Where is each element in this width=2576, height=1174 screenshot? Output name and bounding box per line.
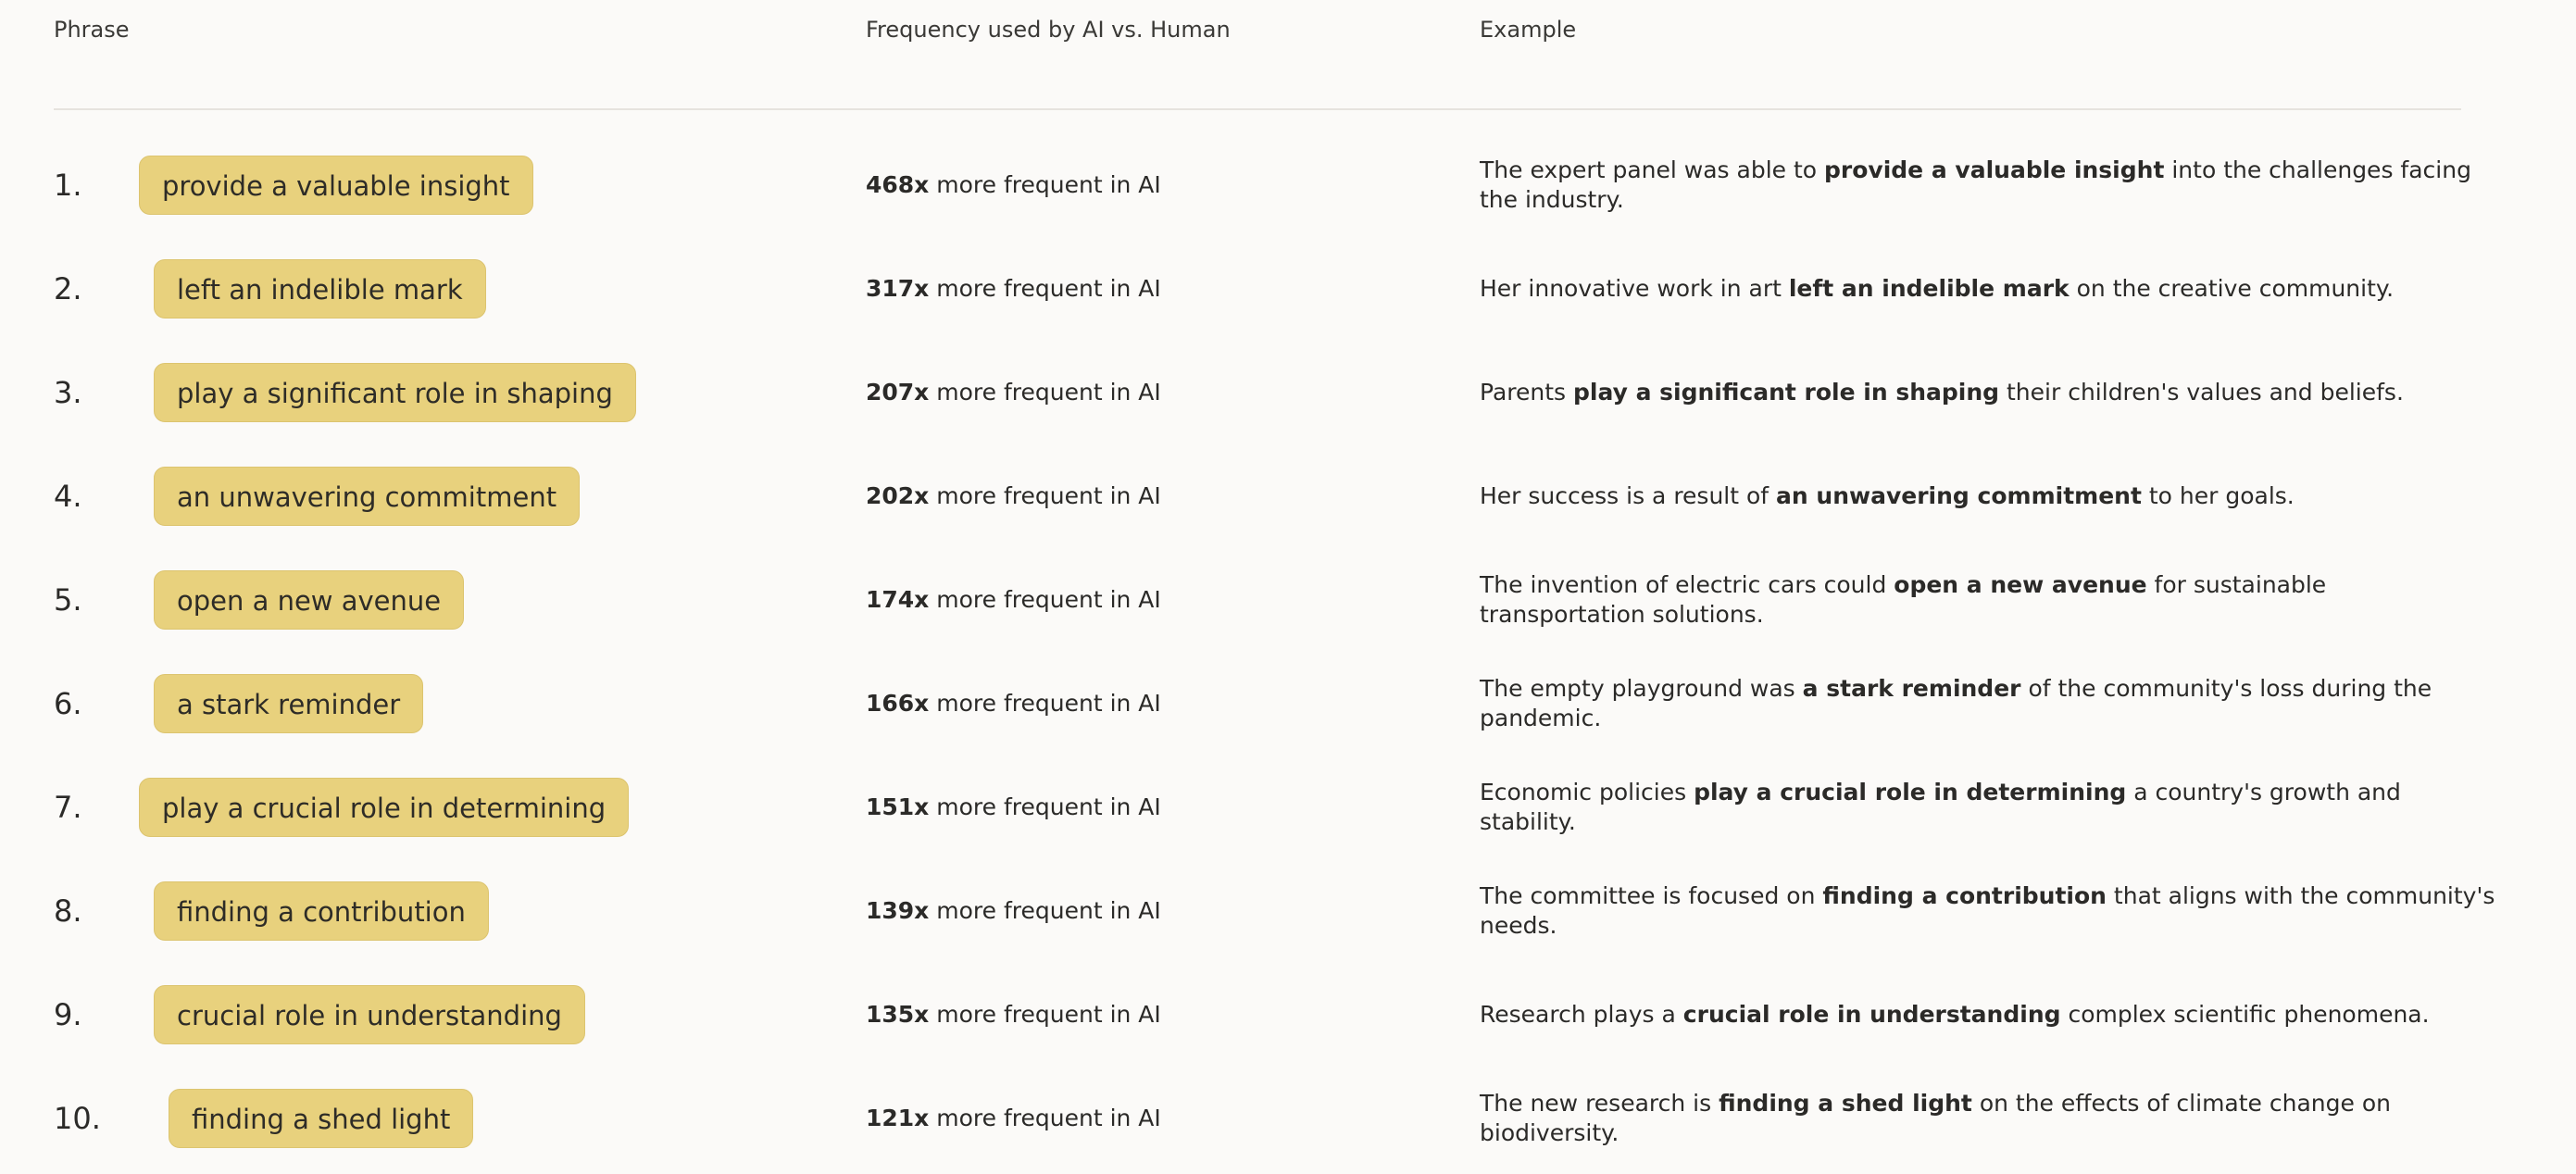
frequency-cell [866, 674, 1161, 733]
row-rank: 6. [54, 686, 82, 721]
frequency-multiplier: 207x [866, 379, 930, 406]
frequency-multiplier: 202x [866, 482, 930, 509]
phrase-pill: a stark reminder [154, 674, 423, 733]
example-after: of the community's loss during the pandemic. [1480, 675, 2432, 731]
frequency-multiplier: 151x [866, 793, 930, 820]
example-phrase: play a significant role in shaping [1573, 379, 2000, 406]
example-before: Her success is a result of [1480, 482, 1777, 509]
frequency-cell [866, 881, 1161, 941]
phrase-pill: provide a valuable insight [139, 156, 533, 215]
example-after: on the effects of climate change on biodiversity. [1480, 1090, 2391, 1146]
frequency-suffix: more frequent in AI [936, 586, 1161, 613]
frequency-suffix: more frequent in AI [936, 171, 1161, 198]
header-example: Example [1480, 17, 1577, 43]
row-rank: 8. [54, 893, 82, 929]
frequency-suffix: more frequent in AI [936, 897, 1161, 924]
frequency-multiplier: 135x [866, 1001, 930, 1028]
row-rank: 1. [54, 168, 82, 203]
table-row [54, 156, 2480, 259]
table-row [54, 259, 2480, 363]
example-before: The invention of electric cars could [1480, 571, 1894, 598]
example-phrase: open a new avenue [1894, 571, 2147, 598]
phrase-pill: finding a contribution [154, 881, 489, 941]
table-row [54, 467, 2480, 570]
header-frequency: Frequency used by AI vs. Human [866, 17, 1231, 43]
example-cell [1480, 778, 2498, 837]
example-cell [1480, 570, 2498, 630]
frequency-suffix: more frequent in AI [936, 1001, 1161, 1028]
frequency-suffix: more frequent in AI [936, 1105, 1161, 1131]
example-after: complex scientific phenomena. [2060, 1001, 2430, 1028]
frequency-multiplier: 317x [866, 275, 930, 302]
example-after: that aligns with the community's needs. [1480, 882, 2495, 939]
example-after: their children's values and beliefs. [1999, 379, 2404, 406]
example-cell [1480, 985, 2498, 1044]
example-phrase: provide a valuable insight [1824, 156, 2165, 183]
example-before: The expert panel was able to [1480, 156, 1825, 183]
frequency-suffix: more frequent in AI [936, 482, 1161, 509]
example-phrase: finding a shed light [1719, 1090, 1972, 1117]
example-cell [1480, 259, 2498, 318]
example-after: to her goals. [2141, 482, 2295, 509]
table-row [54, 1089, 2480, 1174]
frequency-cell [866, 778, 1161, 837]
example-cell [1480, 674, 2498, 733]
phrase-pill: finding a shed light [169, 1089, 473, 1148]
frequency-multiplier: 468x [866, 171, 930, 198]
example-cell [1480, 881, 2498, 941]
row-rank: 9. [54, 997, 82, 1032]
row-rank: 10. [54, 1101, 101, 1136]
phrase-pill: play a crucial role in determining [139, 778, 629, 837]
frequency-suffix: more frequent in AI [936, 275, 1161, 302]
frequency-multiplier: 174x [866, 586, 930, 613]
table-row [54, 985, 2480, 1089]
example-before: Research plays a [1480, 1001, 1683, 1028]
frequency-cell [866, 570, 1161, 630]
row-rank: 7. [54, 790, 82, 825]
example-cell [1480, 363, 2498, 422]
frequency-cell [866, 1089, 1161, 1148]
table-row [54, 570, 2480, 674]
example-after: on the creative community. [2069, 275, 2395, 302]
example-before: The new research is [1480, 1090, 1719, 1117]
table-row [54, 778, 2480, 881]
frequency-cell [866, 363, 1161, 422]
example-cell [1480, 156, 2498, 215]
row-rank: 3. [54, 375, 82, 410]
frequency-multiplier: 139x [866, 897, 930, 924]
example-before: Her innovative work in art [1480, 275, 1789, 302]
example-phrase: crucial role in understanding [1682, 1001, 2061, 1028]
example-before: The committee is focused on [1480, 882, 1823, 909]
table-header [54, 17, 2461, 59]
frequency-suffix: more frequent in AI [936, 690, 1161, 717]
example-phrase: play a crucial role in determining [1694, 779, 2127, 806]
example-phrase: finding a contribution [1822, 882, 2107, 909]
example-before: Parents [1480, 379, 1574, 406]
example-before: The empty playground was [1480, 675, 1803, 702]
table-row [54, 363, 2480, 467]
phrase-pill: play a significant role in shaping [154, 363, 636, 422]
table-row [54, 674, 2480, 778]
header-phrase: Phrase [54, 17, 130, 43]
phrase-pill: open a new avenue [154, 570, 464, 630]
frequency-cell [866, 259, 1161, 318]
frequency-cell [866, 985, 1161, 1044]
example-phrase: left an indelible mark [1788, 275, 2070, 302]
row-rank: 5. [54, 582, 82, 618]
phrase-pill: left an indelible mark [154, 259, 486, 318]
frequency-cell [866, 467, 1161, 526]
row-rank: 4. [54, 479, 82, 514]
frequency-cell [866, 156, 1161, 215]
phrase-pill: an unwavering commitment [154, 467, 580, 526]
example-after: for sustainable transportation solutions. [1480, 571, 2327, 628]
frequency-multiplier: 166x [866, 690, 930, 717]
example-before: Economic policies [1480, 779, 1694, 806]
example-cell [1480, 467, 2498, 526]
example-phrase: a stark reminder [1802, 675, 2021, 702]
header-divider [54, 108, 2461, 110]
example-phrase: an unwavering commitment [1776, 482, 2142, 509]
example-after: a country's growth and stability. [1480, 779, 2401, 835]
table-row [54, 881, 2495, 985]
frequency-suffix: more frequent in AI [936, 793, 1161, 820]
frequency-multiplier: 121x [866, 1105, 930, 1131]
table-body [54, 156, 2495, 1174]
example-cell [1480, 1089, 2498, 1148]
phrase-pill: crucial role in understanding [154, 985, 585, 1044]
row-rank: 2. [54, 271, 82, 306]
example-after: into the challenges facing the industry. [1480, 156, 2471, 213]
frequency-suffix: more frequent in AI [936, 379, 1161, 406]
